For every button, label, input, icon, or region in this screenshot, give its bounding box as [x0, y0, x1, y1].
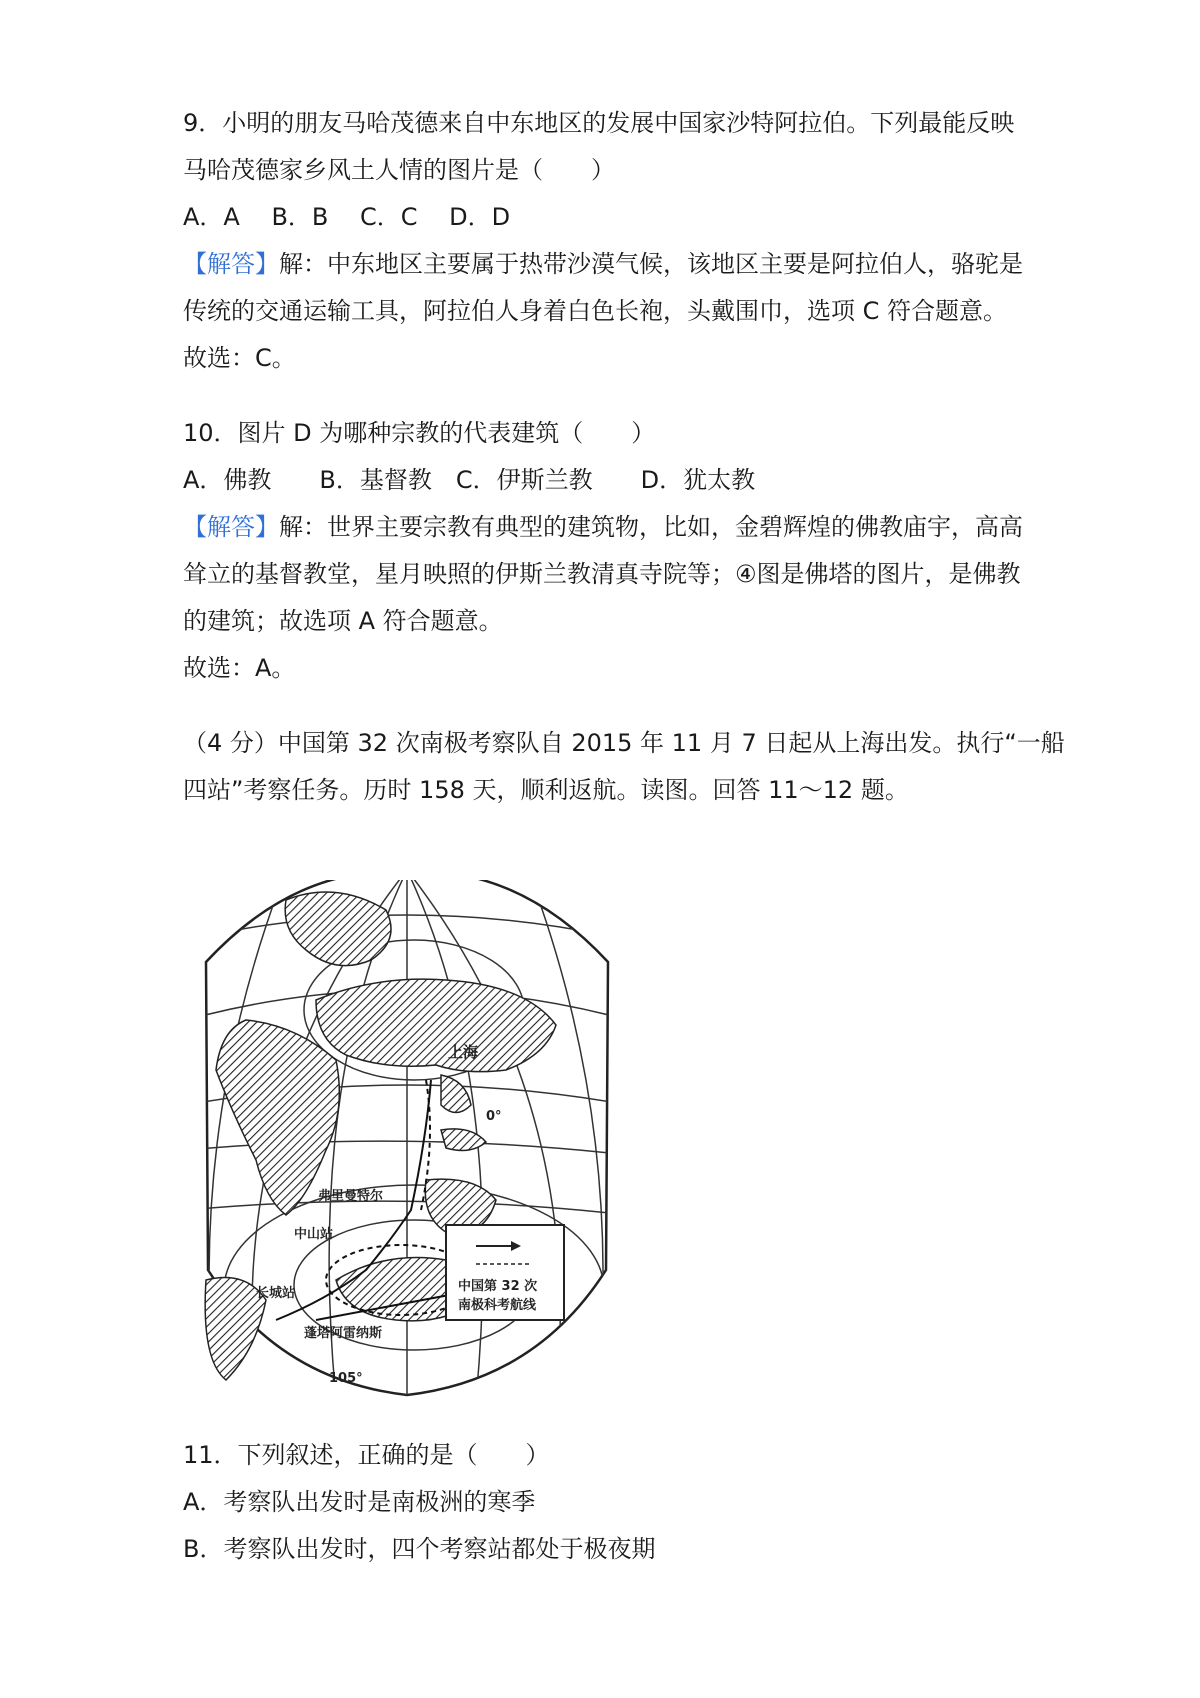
answer-tag: 【解答】: [183, 513, 279, 541]
label-changcheng: 长城站: [256, 1286, 296, 1301]
answer-text: 解：世界主要宗教有典型的建筑物，比如，金碧辉煌的佛教庙宇，高高: [279, 513, 1023, 541]
label-fremantle: 弗里曼特尔: [318, 1189, 384, 1204]
q10-answer-line3: 的建筑；故选项 A 符合题意。: [183, 607, 503, 635]
label-105: 105°: [329, 1371, 363, 1386]
q9-stem-line2: 马哈茂德家乡风土人情的图片是（ ）: [183, 156, 615, 184]
q9-answer-line1: [183, 249, 1023, 279]
answer-tag: 【解答】: [183, 250, 279, 278]
indochina-shape: [441, 1075, 471, 1113]
legend-line2: 南极科考航线: [458, 1298, 537, 1313]
q10-answer-line2: 耸立的基督教堂，星月映照的伊斯兰教清真寺院等；④图是佛塔的图片，是佛教: [183, 560, 1021, 588]
label-zhongshan: 中山站: [294, 1227, 334, 1242]
q11-option-b: B．考察队出发时，四个考察站都处于极夜期: [183, 1535, 656, 1563]
q10-answer-line1: [183, 512, 1023, 542]
q10-options: A．佛教 B．基督教 C．伊斯兰教 D．犹太教: [183, 466, 756, 494]
intro-line1: （4 分）中国第 32 次南极考察队自 2015 年 11 月 7 日起从上海出发。执行“一船: [183, 729, 1065, 757]
antarctic-route-map: [186, 880, 628, 1400]
q9-result: 故选：C。: [183, 344, 296, 372]
southeast-asia-shape: [441, 1129, 486, 1151]
label-shanghai: 上海: [448, 1043, 479, 1061]
north-america-shape: [285, 892, 391, 966]
legend-line1: 中国第 32 次: [458, 1279, 538, 1294]
africa-shape: [216, 1020, 339, 1215]
q9-answer-line2: 传统的交通运输工具，阿拉伯人身着白色长袍，头戴围巾，选项 C 符合题意。: [183, 297, 1008, 325]
q9-stem-line1: 9．小明的朋友马哈茂德来自中东地区的发展中国家沙特阿拉伯。下列最能反映: [183, 109, 1015, 137]
q10-result: 故选：A。: [183, 654, 296, 682]
answer-text: 解：中东地区主要属于热带沙漠气候，该地区主要是阿拉伯人，骆驼是: [279, 250, 1023, 278]
label-equator: 0°: [486, 1109, 502, 1124]
q10-stem: 10．图片 D 为哪种宗教的代表建筑（ ）: [183, 419, 656, 447]
q9-options: A．A B．B C．C D．D: [183, 203, 511, 231]
intro-line2: 四站”考察任务。历时 158 天，顺利返航。读图。回答 11～12 题。: [183, 776, 909, 804]
label-punta: 蓬塔阿雷纳斯: [304, 1326, 383, 1341]
q11-stem: 11．下列叙述，正确的是（ ）: [183, 1441, 550, 1469]
q11-option-a: A．考察队出发时是南极洲的寒季: [183, 1488, 536, 1516]
